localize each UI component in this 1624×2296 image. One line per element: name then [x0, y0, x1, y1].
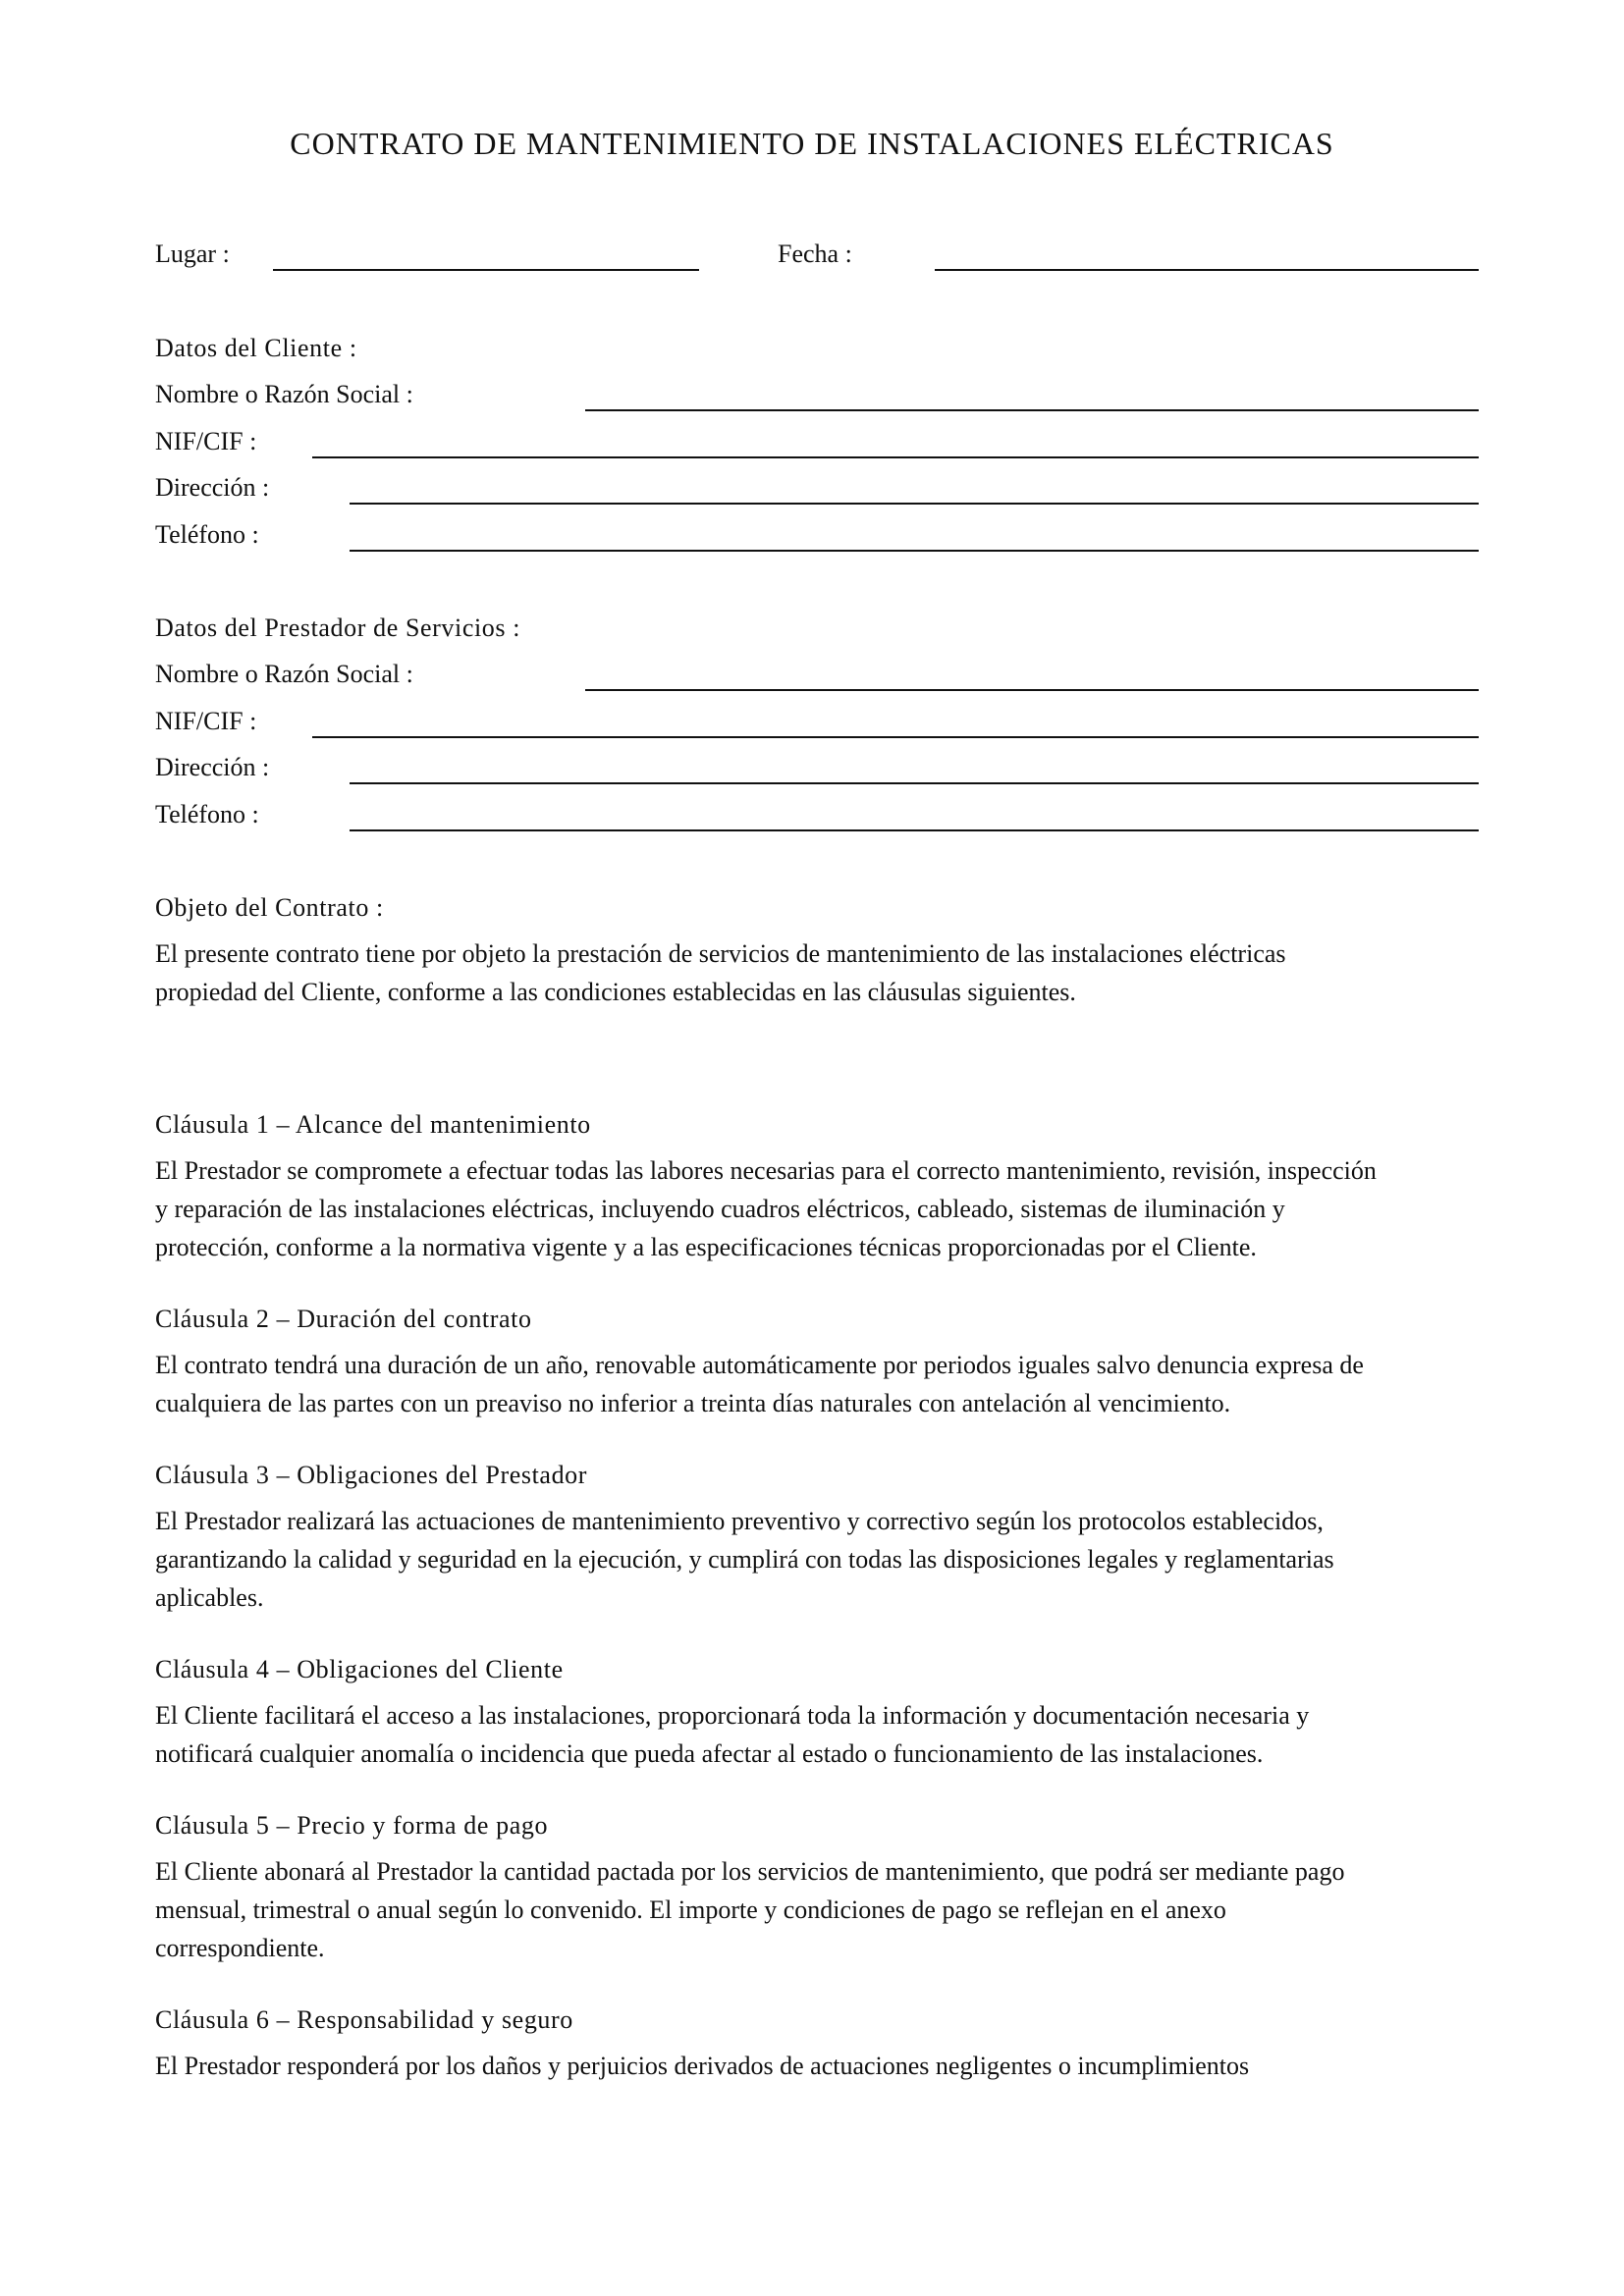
fecha-field[interactable] — [935, 269, 1479, 271]
objeto-line: El presente contrato tiene por objeto la prestación de servicios de mantenimiento de las instalaciones eléctricas — [155, 939, 1286, 968]
clausula-5-line: correspondiente. — [155, 1934, 325, 1962]
prestador-telefono-label: Teléfono : — [155, 800, 259, 828]
clausula-3-line: garantizando la calidad y seguridad en la ejecución, y cumplirá con todas las disposiciones legales y reglamentarias — [155, 1545, 1334, 1574]
page-title: CONTRATO DE MANTENIMIENTO DE INSTALACIONES ELÉCTRICAS — [290, 126, 1334, 161]
cliente-direccion-label: Dirección : — [155, 473, 270, 502]
clausula-3-heading: Cláusula 3 – Obligaciones del Prestador — [155, 1461, 588, 1489]
fecha-label: Fecha : — [778, 240, 852, 268]
objeto-heading: Objeto del Contrato : — [155, 893, 384, 922]
cliente-telefono-label: Teléfono : — [155, 520, 259, 549]
cliente-heading: Datos del Cliente : — [155, 334, 357, 362]
prestador-heading: Datos del Prestador de Servicios : — [155, 614, 521, 642]
clausula-1-line: El Prestador se compromete a efectuar todas las labores necesarias para el correcto mantenimiento, revisión, inspección — [155, 1156, 1377, 1185]
clausula-2-line: El contrato tendrá una duración de un año, renovable automáticamente por periodos iguales salvo denuncia expresa de — [155, 1351, 1364, 1379]
lugar-label: Lugar : — [155, 240, 230, 268]
prestador-direccion-field[interactable] — [350, 782, 1479, 784]
clausula-4-line: notificará cualquier anomalía o incidencia que pueda afectar al estado o funcionamiento de las instalaciones. — [155, 1739, 1264, 1768]
clausula-5-heading: Cláusula 5 – Precio y forma de pago — [155, 1811, 549, 1840]
cliente-direccion-field[interactable] — [350, 503, 1479, 505]
clausula-1-line: protección, conforme a la normativa vigente y a las especificaciones técnicas proporcionadas por el Cliente. — [155, 1233, 1257, 1261]
cliente-telefono-field[interactable] — [350, 550, 1479, 552]
clausula-6-heading: Cláusula 6 – Responsabilidad y seguro — [155, 2005, 573, 2034]
cliente-nombre-label: Nombre o Razón Social : — [155, 380, 413, 408]
cliente-nif-label: NIF/CIF : — [155, 427, 257, 455]
clausula-1-line: y reparación de las instalaciones eléctricas, incluyendo cuadros eléctricos, cableado, sistemas de iluminación y — [155, 1195, 1285, 1223]
lugar-field[interactable] — [273, 269, 699, 271]
clausula-4-line: El Cliente facilitará el acceso a las instalaciones, proporcionará toda la información y documentación necesaria y — [155, 1701, 1310, 1730]
cliente-nif-field[interactable] — [312, 456, 1479, 458]
clausula-5-line: mensual, trimestral o anual según lo convenido. El importe y condiciones de pago se reflejan en el anexo — [155, 1896, 1226, 1924]
clausula-5-line: El Cliente abonará al Prestador la cantidad pactada por los servicios de mantenimiento, que podrá ser mediante pago — [155, 1857, 1345, 1886]
clausula-3-line: aplicables. — [155, 1583, 264, 1612]
prestador-telefono-field[interactable] — [350, 829, 1479, 831]
clausula-2-line: cualquiera de las partes con un preaviso no inferior a treinta días naturales con antelación al vencimiento. — [155, 1389, 1231, 1417]
clausula-6-line: El Prestador responderá por los daños y perjuicios derivados de actuaciones negligentes o incumplimientos — [155, 2052, 1250, 2080]
clausula-3-line: El Prestador realizará las actuaciones de mantenimiento preventivo y correctivo según los protocolos establecidos, — [155, 1507, 1324, 1535]
cliente-nombre-field[interactable] — [585, 409, 1479, 411]
objeto-line: propiedad del Cliente, conforme a las condiciones establecidas en las cláusulas siguientes. — [155, 978, 1076, 1006]
prestador-nif-field[interactable] — [312, 736, 1479, 738]
prestador-direccion-label: Dirección : — [155, 753, 270, 781]
prestador-nombre-field[interactable] — [585, 689, 1479, 691]
prestador-nombre-label: Nombre o Razón Social : — [155, 660, 413, 688]
clausula-1-heading: Cláusula 1 – Alcance del mantenimiento — [155, 1110, 591, 1139]
clausula-2-heading: Cláusula 2 – Duración del contrato — [155, 1305, 532, 1333]
prestador-nif-label: NIF/CIF : — [155, 707, 257, 735]
clausula-4-heading: Cláusula 4 – Obligaciones del Cliente — [155, 1655, 564, 1683]
